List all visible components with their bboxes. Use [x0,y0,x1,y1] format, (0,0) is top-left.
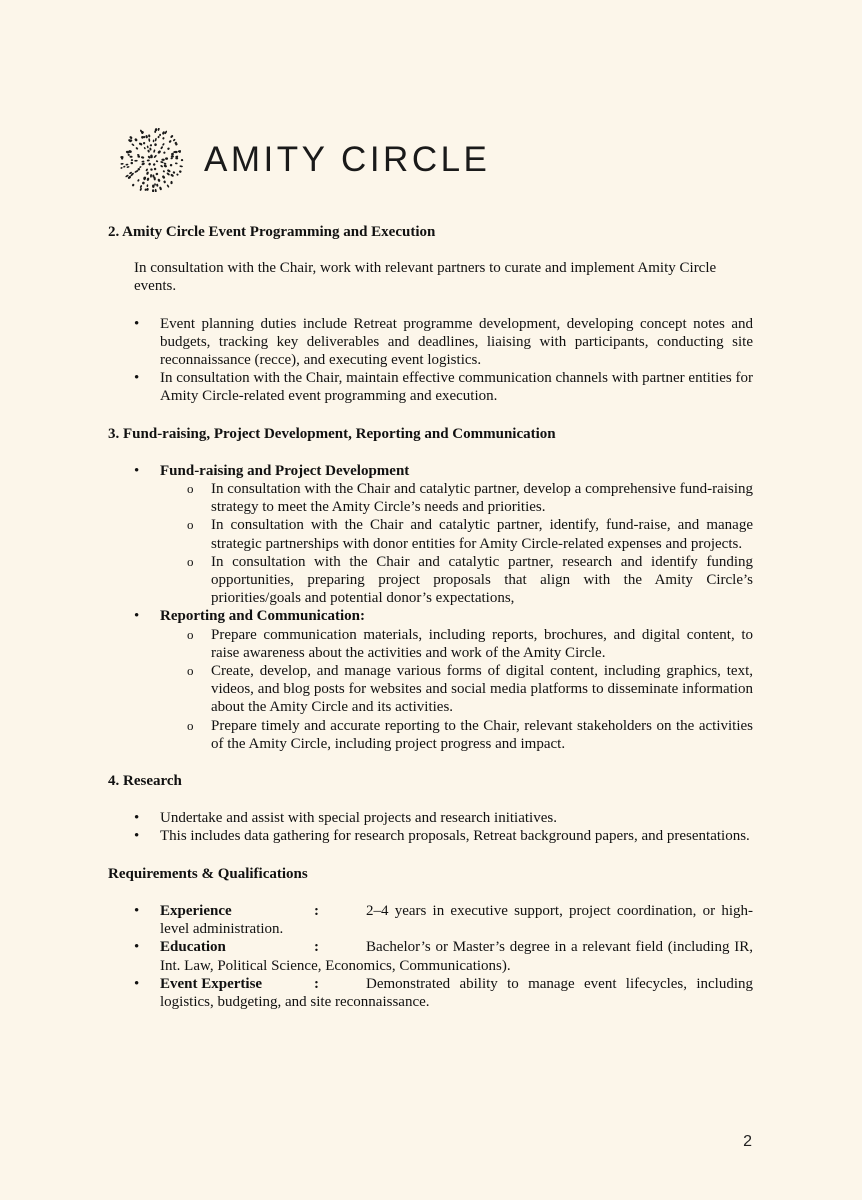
requirement-text: Bachelor’s or Master’s degree in a relevant field (including IR, Int. Law, Political Science, Economics, Communications). [160,939,753,974]
requirements-list [108,902,753,1011]
group-title-text: Reporting and Communication: [160,608,366,625]
list-item: • Event planning duties include Retreat programme development, developing concept notes and budgets, tracking key deliverables and deadlines, liaising with participants, conducting site reconnaissance (recce), and executing event logistics. [108,315,753,370]
requirement-item [108,902,753,938]
section-3-heading: 3. Fund-raising, Project Development, Reporting and Communication [108,425,556,442]
sub-list-item: o Prepare communication materials, including reports, brochures, and digital content, to raise awareness about the activities and work of the Amity Circle. [108,626,753,662]
requirement-item [108,938,753,974]
section-2-intro: In consultation with the Chair, work with relevant partners to curate and implement Amity Circle events. [134,260,717,295]
section-4-bullets [108,809,753,845]
section-3-groups [108,462,753,753]
group-title [108,462,753,480]
sub-list-item: o Prepare timely and accurate reporting to the Chair, relevant stakeholders on the activities of the Amity Circle, including project progress and impact. [108,717,753,753]
requirement-text: 2–4 years in executive support, project coordination, or high-level administration. [160,902,753,938]
requirement-colon: : [314,902,319,919]
sub-list-item: o In consultation with the Chair and catalytic partner, develop a comprehensive fund-raising strategy to meet the Amity Circle’s needs and priorities. [108,480,753,516]
requirement-colon: : [314,975,319,992]
section-2-heading: 2. Amity Circle Event Programming and Execution [108,224,436,240]
requirement-text: Demonstrated ability to manage event lifecycles, including logistics, budgeting, and site reconnaissance. [160,975,753,1010]
requirement-label: Event Expertise [160,975,263,992]
requirement-label: Education [160,939,226,956]
list-item: • This includes data gathering for research proposals, Retreat background papers, and presentations. [108,827,753,845]
logo-text: AMITY CIRCLE [204,140,491,179]
requirement-colon: : [314,939,319,956]
requirement-item [108,975,753,1011]
dotted-circle-logo-icon [118,128,186,192]
group-title [108,607,753,625]
sub-list-item: o In consultation with the Chair and catalytic partner, identify, fund-raise, and manage strategic partnerships with donor entities for Amity Circle-related expenses and projects. [108,516,753,552]
requirement-label: Experience [160,902,232,919]
section-2-bullets [108,315,753,406]
list-item: • In consultation with the Chair, maintain effective communication channels with partner entities for Amity Circle-related event programming and execution. [108,369,753,405]
requirements-heading: Requirements & Qualifications [108,865,308,882]
section-4-heading: 4. Research [108,773,182,790]
sub-list-item: o In consultation with the Chair and catalytic partner, research and identify funding opportunities, preparing project proposals that align with the Amity Circle’s priorities/goals and potential donor’s expectations, [108,553,753,608]
page-number: 2 [743,1133,752,1150]
document-body [108,223,753,1011]
group-title-text: Fund-raising and Project Development [160,462,410,479]
amity-circle-logo [118,128,490,192]
list-item: • Undertake and assist with special projects and research initiatives. [108,809,753,827]
sub-list-item: o Create, develop, and manage various forms of digital content, including graphics, text, videos, and blog posts for websites and social media platforms to disseminate information about the Amity Circle and its activities. [108,662,753,717]
